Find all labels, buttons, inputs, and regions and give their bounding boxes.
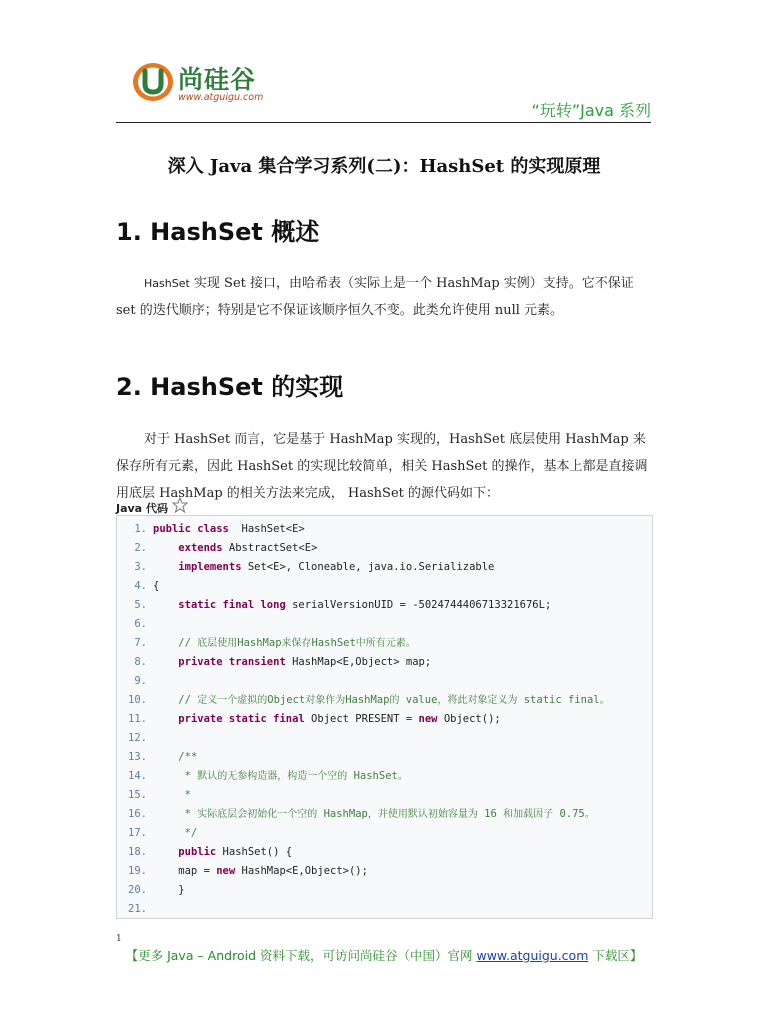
star-icon[interactable] bbox=[172, 497, 188, 513]
line-number: 16. bbox=[128, 808, 147, 820]
code-line bbox=[117, 653, 652, 672]
code-line bbox=[117, 729, 652, 748]
code-block bbox=[116, 515, 653, 919]
line-number: 1. bbox=[134, 523, 147, 535]
line-number: 18. bbox=[128, 846, 147, 858]
code-line bbox=[117, 843, 652, 862]
document-title: 深入 Java 集合学习系列(二)：HashSet 的实现原理 bbox=[167, 156, 601, 177]
line-code: * 默认的无参构造器，构造一个空的 HashSet。 bbox=[184, 770, 408, 782]
line-number: 11. bbox=[128, 713, 147, 725]
line-number: 7. bbox=[134, 637, 147, 649]
line-code: /** bbox=[178, 751, 198, 763]
code-line bbox=[117, 786, 652, 805]
footer-prefix: 【更多 Java – Android 资料下载，可访问尚硅谷（中国）官网 bbox=[125, 948, 477, 963]
line-number: 15. bbox=[128, 789, 147, 801]
line-code: private static final Object PRESENT = new Object(); bbox=[178, 713, 501, 725]
code-line bbox=[117, 520, 652, 539]
code-line bbox=[117, 710, 652, 729]
code-line bbox=[117, 805, 652, 824]
line-code: * bbox=[184, 789, 191, 801]
line-code: // 定义一个虚拟的Object对象作为HashMap的 value，将此对象定义为 static final。 bbox=[178, 694, 610, 706]
line-code: private transient HashMap<E,Object> map; bbox=[178, 656, 432, 668]
code-line bbox=[117, 615, 652, 634]
code-label: Java 代码 bbox=[116, 502, 168, 515]
line-number: 20. bbox=[128, 884, 147, 896]
line-number: 17. bbox=[128, 827, 147, 839]
line-code: } bbox=[153, 884, 185, 896]
line-number: 14. bbox=[128, 770, 147, 782]
line-number: 6. bbox=[134, 618, 147, 630]
line-number: 10. bbox=[128, 694, 147, 706]
line-number: 9. bbox=[134, 675, 147, 687]
line-code: { bbox=[153, 580, 160, 592]
line-number: 4. bbox=[134, 580, 147, 592]
line-number: 3. bbox=[134, 561, 147, 573]
code-line bbox=[117, 672, 652, 691]
footer-suffix: 下载区】 bbox=[588, 948, 643, 963]
code-line bbox=[117, 824, 652, 843]
section-heading-overview: 1. HashSet 概述 bbox=[116, 218, 320, 246]
code-line bbox=[117, 577, 652, 596]
line-number: 2. bbox=[134, 542, 147, 554]
line-code: extends AbstractSet<E> bbox=[178, 542, 318, 554]
section-heading-implementation: 2. HashSet 的实现 bbox=[116, 373, 344, 401]
implementation-paragraph: 对于 HashSet 而言，它是基于 HashMap 实现的，HashSet 底层使用 HashMap 来保存所有元素，因此 HashSet 的实现比较简单，相关 HashSet 的操作，基本上都是直接调用底层 HashMap 的相关方法来完成， HashSet 的源代码如下： bbox=[116, 432, 648, 501]
code-line bbox=[117, 862, 652, 881]
line-number: 13. bbox=[128, 751, 147, 763]
code-line bbox=[117, 691, 652, 710]
logo-u-icon bbox=[132, 62, 174, 102]
code-line bbox=[117, 900, 652, 919]
overview-lead: HashSet bbox=[144, 277, 190, 290]
logo-url: www.atguigu.com bbox=[178, 92, 264, 103]
line-number: 8. bbox=[134, 656, 147, 668]
line-code: map = new HashMap<E,Object>(); bbox=[153, 865, 368, 877]
line-code: static final long serialVersionUID = -5024744406713321676L; bbox=[178, 599, 552, 611]
line-code: public class HashSet<E> bbox=[153, 523, 305, 535]
line-number: 19. bbox=[128, 865, 147, 877]
footer-link[interactable]: www.atguigu.com bbox=[476, 948, 589, 963]
line-code: * 实际底层会初始化一个空的 HashMap，并使用默认初始容量为 16 和加载因子 0.75。 bbox=[184, 808, 595, 820]
code-line bbox=[117, 748, 652, 767]
line-code: public HashSet() { bbox=[178, 846, 293, 858]
code-line bbox=[117, 881, 652, 900]
line-number: 5. bbox=[134, 599, 147, 611]
header-divider bbox=[116, 122, 651, 123]
logo-text: 尚硅谷 bbox=[178, 65, 257, 94]
line-code: // 底层使用HashMap来保存HashSet中所有元素。 bbox=[178, 637, 416, 649]
overview-text: 实现 Set 接口，由哈希表（实际上是一个 HashMap 实例）支持。它不保证 set 的迭代顺序；特别是它不保证该顺序恒久不变。此类允许使用 null 元素。 bbox=[116, 276, 634, 318]
code-line bbox=[117, 767, 652, 786]
line-number: 21. bbox=[128, 903, 147, 915]
code-line bbox=[117, 539, 652, 558]
series-title: “玩转”Java 系列 bbox=[531, 101, 651, 120]
line-code: implements Set<E>, Cloneable, java.io.Serializable bbox=[178, 561, 495, 573]
code-line bbox=[117, 634, 652, 653]
brand-logo bbox=[132, 58, 307, 106]
overview-paragraph bbox=[116, 270, 653, 324]
page-number: 1 bbox=[116, 934, 122, 944]
footer-banner bbox=[0, 946, 768, 964]
line-number: 12. bbox=[128, 732, 147, 744]
code-line bbox=[117, 558, 652, 577]
code-line bbox=[117, 596, 652, 615]
line-code: */ bbox=[184, 827, 198, 839]
